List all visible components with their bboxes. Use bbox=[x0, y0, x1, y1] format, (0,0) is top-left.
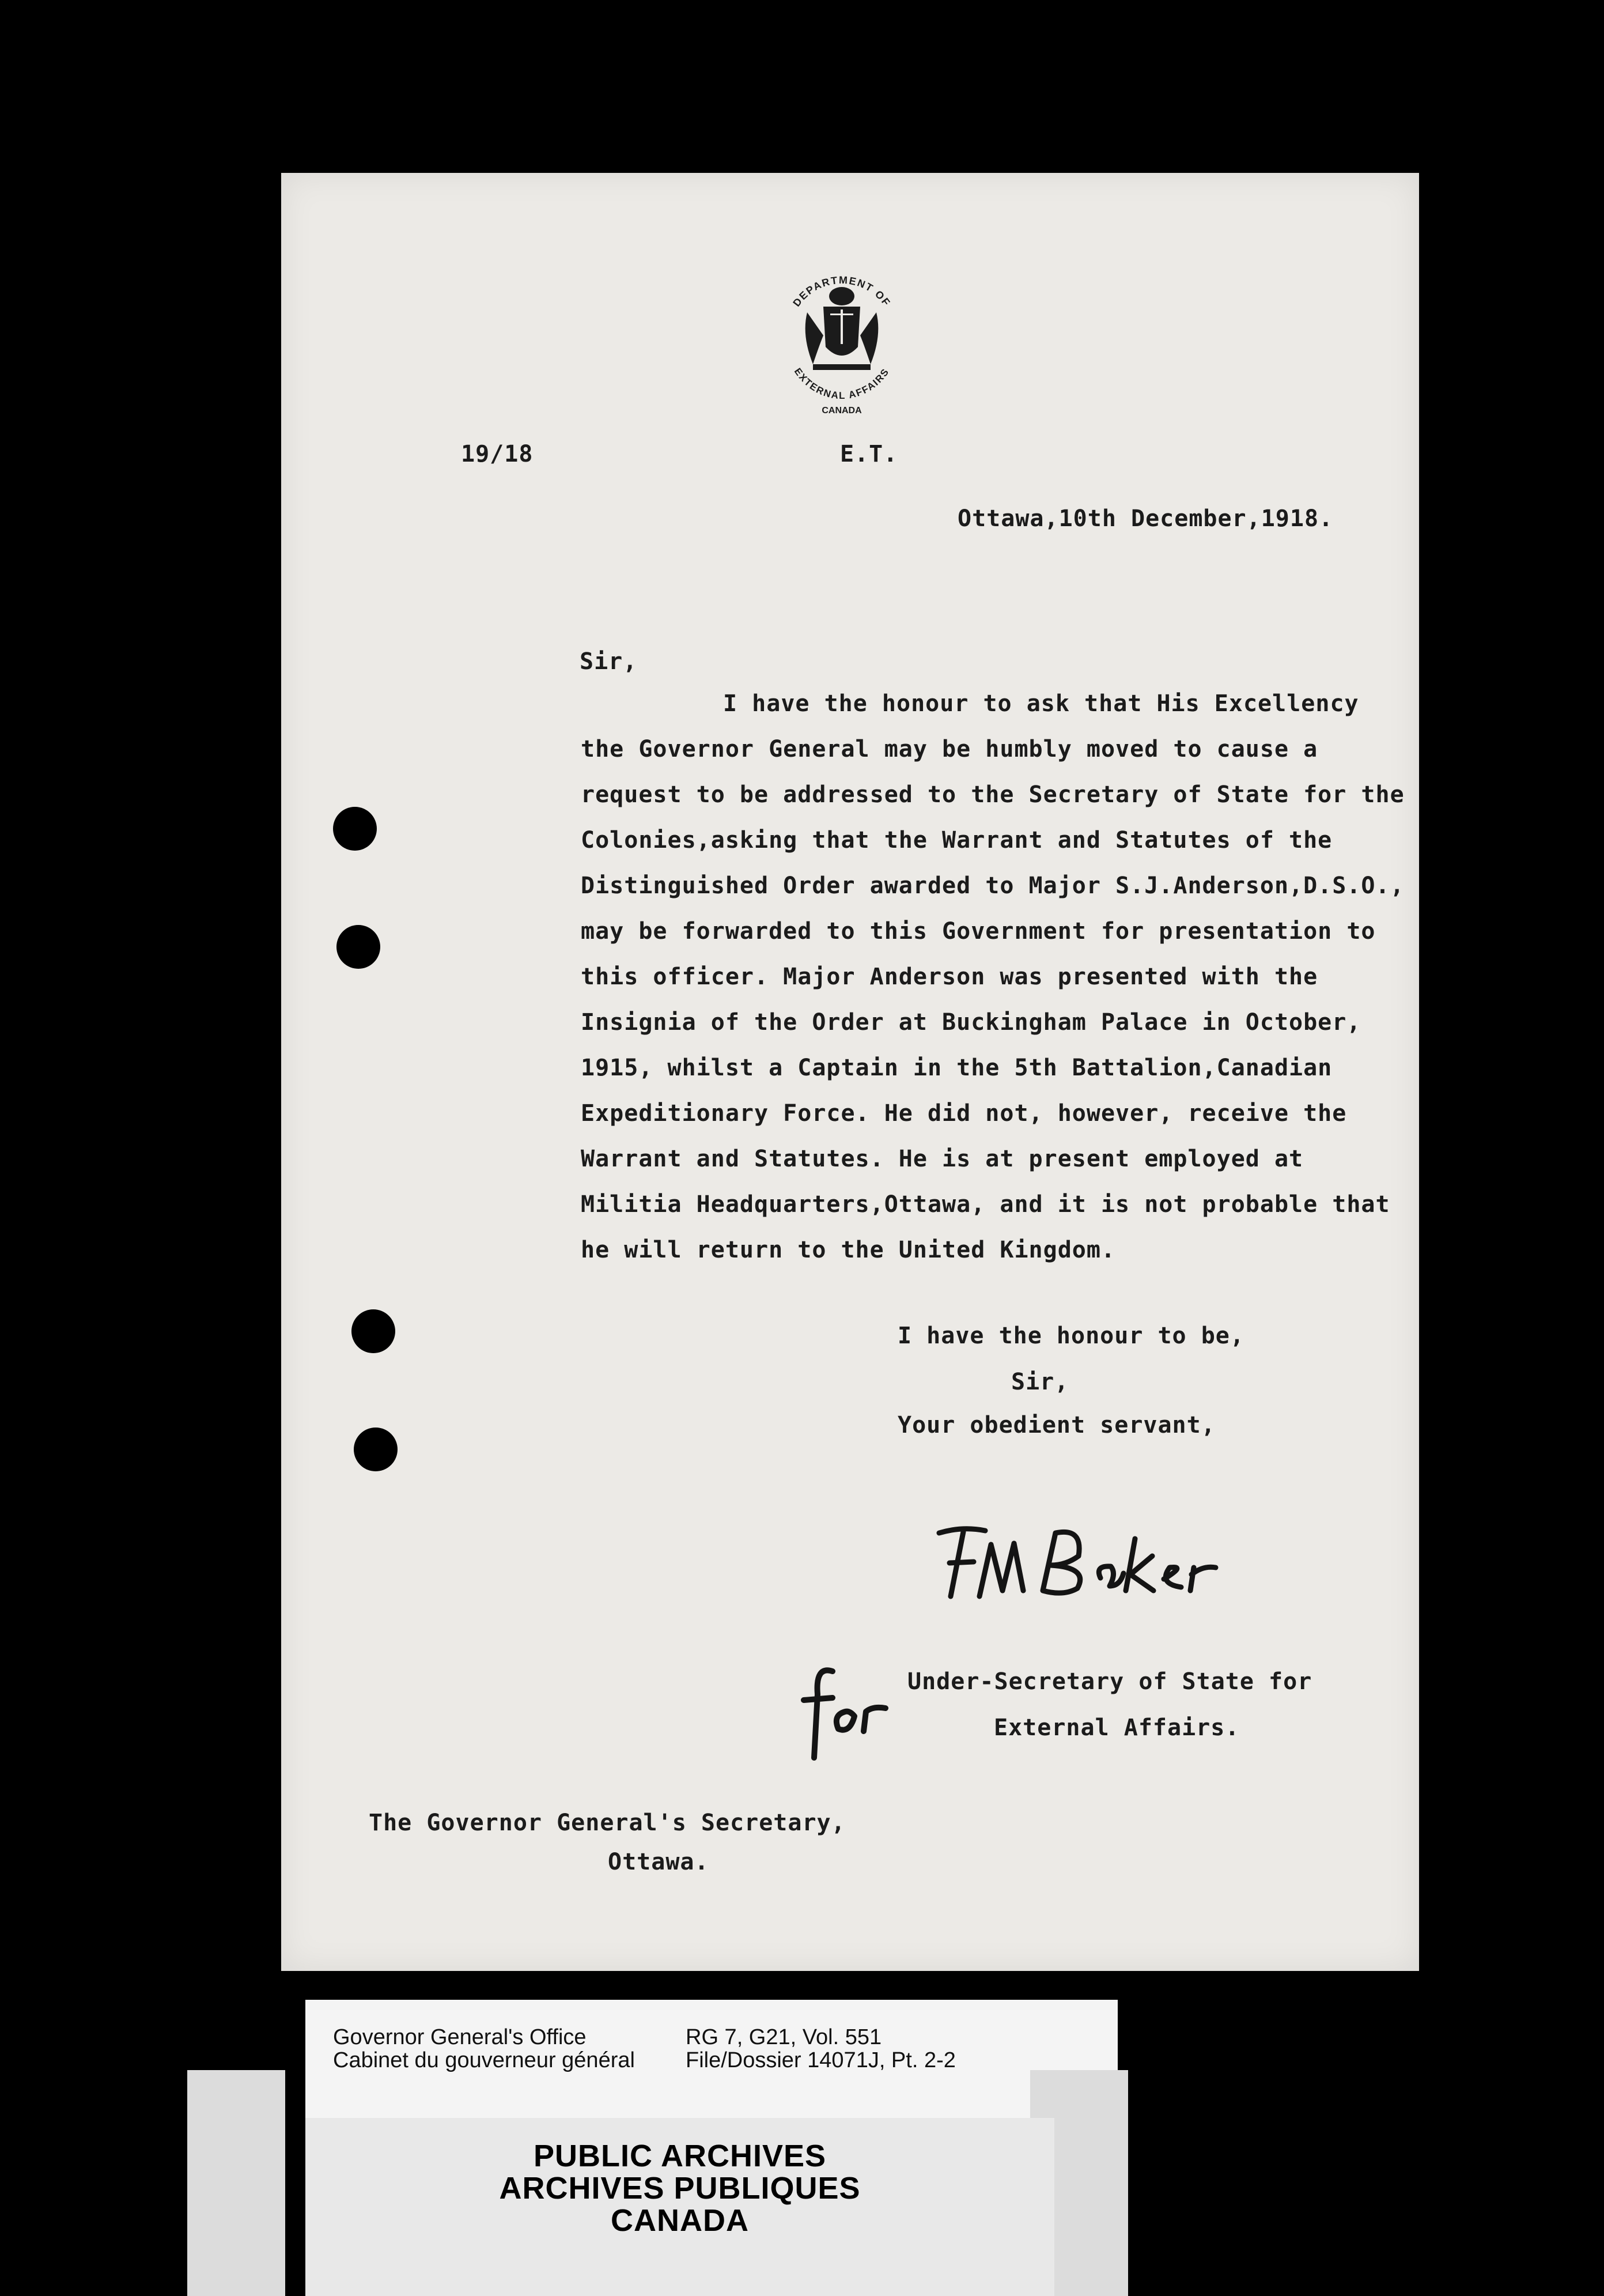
closing-line: I have the honour to be, bbox=[898, 1323, 1244, 1349]
svg-text:CANADA: CANADA bbox=[822, 406, 862, 416]
office-english: Governor General's Office bbox=[333, 2025, 587, 2049]
body-line: Distinguished Order awarded to Major S.J.Anderson,D.S.O., bbox=[581, 873, 1405, 899]
body-line: this officer. Major Anderson was presented with the bbox=[581, 964, 1318, 990]
svg-text:DEPARTMENT OF: DEPARTMENT OF bbox=[790, 274, 893, 309]
body-line: Colonies,asking that the Warrant and Statutes of the bbox=[581, 827, 1333, 854]
punch-hole bbox=[336, 925, 380, 969]
stamp-line: ARCHIVES PUBLIQUES bbox=[499, 2171, 861, 2206]
stamp-line: CANADA bbox=[611, 2203, 749, 2238]
body-line: Expeditionary Force. He did not, however, receive the bbox=[581, 1100, 1347, 1127]
signatory-line: External Affairs. bbox=[994, 1715, 1240, 1741]
handwritten-for bbox=[792, 1660, 890, 1763]
body-line: he will return to the United Kingdom. bbox=[581, 1237, 1116, 1263]
punch-hole bbox=[351, 1309, 395, 1353]
reference-number: 19/18 bbox=[461, 441, 534, 467]
punch-hole bbox=[354, 1428, 398, 1471]
handwritten-signature bbox=[928, 1510, 1227, 1602]
body-line: 1915, whilst a Captain in the 5th Battalion,Canadian bbox=[581, 1055, 1333, 1081]
archives-stamp bbox=[305, 2118, 1054, 2296]
svg-text:EXTERNAL AFFAIRS: EXTERNAL AFFAIRS bbox=[792, 366, 892, 402]
archive-catalog-label bbox=[305, 2000, 1118, 2118]
signatory-line: Under-Secretary of State for bbox=[907, 1668, 1312, 1695]
department-crest-icon bbox=[773, 249, 911, 422]
addressee-line: The Governor General's Secretary, bbox=[369, 1810, 846, 1836]
addressee-line: Ottawa. bbox=[608, 1849, 709, 1875]
body-line: I have the honour to ask that His Excellency bbox=[723, 690, 1359, 717]
body-line: the Governor General may be humbly moved to cause a bbox=[581, 736, 1318, 762]
closing-line: Your obedient servant, bbox=[898, 1412, 1216, 1438]
label-tab bbox=[187, 2070, 285, 2296]
file-reference: File/Dossier 14071J, Pt. 2-2 bbox=[686, 2048, 956, 2072]
body-line: request to be addressed to the Secretary of State for the bbox=[581, 781, 1405, 808]
body-line: Insignia of the Order at Buckingham Palace in October, bbox=[581, 1009, 1361, 1036]
body-line: may be forwarded to this Government for presentation to bbox=[581, 918, 1376, 945]
punch-hole bbox=[333, 807, 377, 851]
body-line: Militia Headquarters,Ottawa, and it is not probable that bbox=[581, 1191, 1390, 1218]
salutation: Sir, bbox=[580, 648, 638, 675]
reference-initials: E.T. bbox=[840, 441, 898, 467]
office-french: Cabinet du gouverneur général bbox=[333, 2048, 635, 2072]
letter-date: Ottawa,10th December,1918. bbox=[958, 505, 1334, 532]
stamp-line: PUBLIC ARCHIVES bbox=[533, 2139, 827, 2173]
record-group: RG 7, G21, Vol. 551 bbox=[686, 2025, 882, 2049]
closing-line: Sir, bbox=[1011, 1369, 1069, 1395]
body-line: Warrant and Statutes. He is at present employed at bbox=[581, 1146, 1304, 1172]
